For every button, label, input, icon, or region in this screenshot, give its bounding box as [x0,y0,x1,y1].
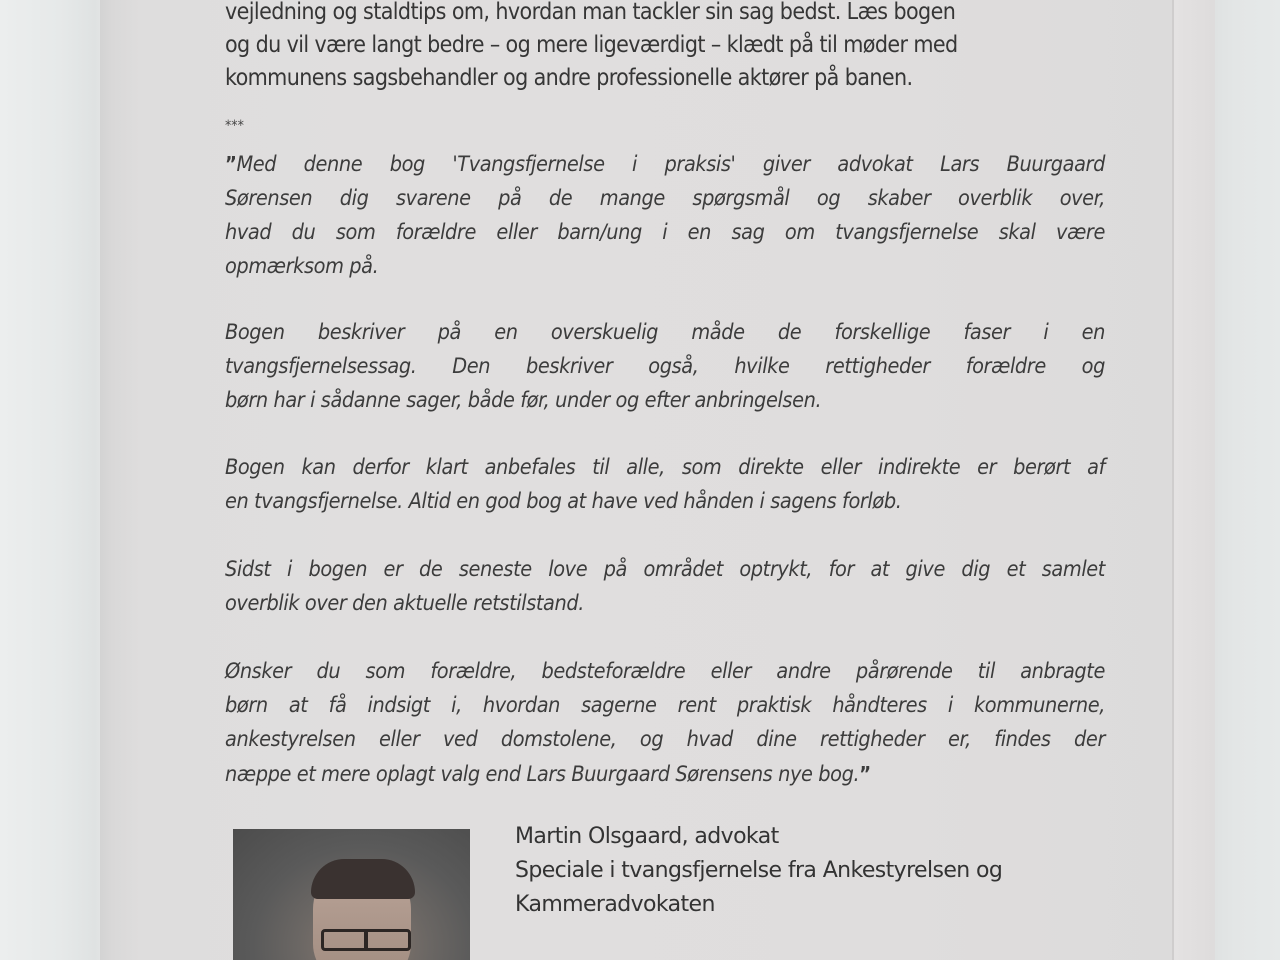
quote-line: næppe et mere oplagt valg end Lars Buurgaard Sørensens nye bog.” [225,762,871,787]
quote-line: hvad du som forældre eller barn/ung i en sag om tvangsfjernelse skal være [225,220,1105,245]
endorser-title-line: Kammeradvokaten [515,892,715,917]
close-quote-mark: ” [859,762,871,786]
open-quote-mark: ” [225,152,237,176]
cover-flap-edge [1174,0,1215,960]
quote-line: tvangsfjernelsessag. Den beskriver også, hvilke rettigheder forældre og [225,354,1105,379]
quote-line: Bogen beskriver på en overskuelig måde de forskellige faser i en [225,320,1105,345]
portrait-glasses [321,929,411,951]
quote-line: børn at få indsigt i, hvordan sagerne rent praktisk håndteres i kommunerne, [225,693,1105,718]
quote-line: ankestyrelsen eller ved domstolene, og hvad dine rettigheder er, findes der [225,727,1105,752]
quote-line: overblik over den aktuelle retstilstand. [225,591,584,616]
portrait-hair [311,859,415,899]
quote-line: Bogen kan derfor klart anbefales til alle, som direkte eller indirekte er berørt af [225,455,1105,480]
background-right [1215,0,1280,960]
endorser-credit [515,820,1002,922]
quote-line: ”Med denne bog 'Tvangsfjernelse i praksis' giver advokat Lars Buurgaard [225,152,1105,177]
quote-line: børn har i sådanne sager, både før, under og efter anbringelsen. [225,388,822,413]
endorser-title-line: Speciale i tvangsfjernelse fra Ankestyrelsen og [515,858,1003,883]
quote-line: Ønsker du som forældre, bedsteforældre eller andre pårørende til anbragte [225,659,1105,684]
endorser-photo [233,829,470,960]
intro-line: kommunens sagsbehandler og andre professionelle aktører på banen. [225,65,913,91]
quote-line: Sørensen dig svarene på de mange spørgsmål og skaber overblik over, [225,186,1105,211]
quote-paragraph-5 [225,655,1105,792]
quote-paragraph-3 [225,451,1105,519]
endorser-name: Martin Olsgaard, advokat [515,824,779,849]
quote-paragraph-2 [225,316,1105,418]
quote-line: en tvangsfjernelse. Altid en god bog at have ved hånden i sagens forløb. [225,489,902,514]
quote-line: Sidst i bogen er de seneste love på området optrykt, for at give dig et samlet [225,557,1105,582]
intro-line: og du vil være langt bedre – og mere ligeværdigt – klædt på til møder med [225,32,958,58]
intro-paragraph [225,0,1105,95]
quote-paragraph-4 [225,553,1105,621]
intro-line: vejledning og staldtips om, hvordan man tackler sin sag bedst. Læs bogen [225,0,956,25]
quote-line: opmærksom på. [225,254,379,279]
section-separator: *** [225,118,244,134]
quote-paragraph-1 [225,147,1105,284]
